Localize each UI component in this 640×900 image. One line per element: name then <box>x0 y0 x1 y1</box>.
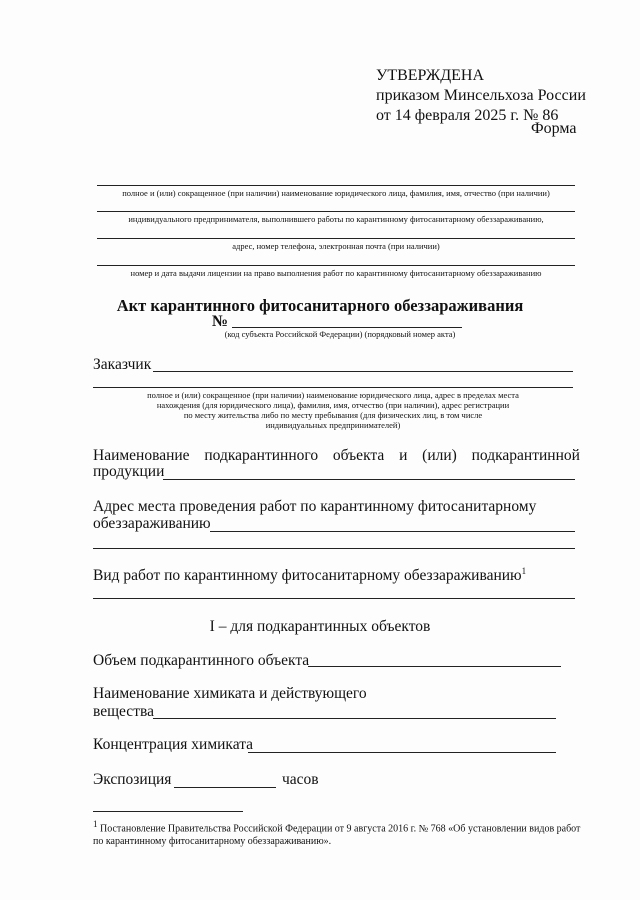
customer-caption-3: по месту жительства либо по месту пребывания (для физических лиц, в том числе <box>183 410 483 420</box>
org-caption-2: индивидуального предпринимателя, выполнившего работы по карантинному фитосанитарному обеззараживанию, <box>128 214 544 224</box>
object-name-label <box>93 447 580 465</box>
act-title: Акт карантинного фитосанитарного обеззараживания <box>116 296 524 315</box>
object-name-word-2: подкарантинного <box>204 447 319 464</box>
act-number-sign: № <box>212 313 229 330</box>
customer-line-1 <box>153 371 573 372</box>
volume-label: Объем подкарантинного объекта <box>93 652 310 669</box>
act-number-line <box>232 327 462 328</box>
customer-label: Заказчик <box>93 356 152 373</box>
object-name-label-2: продукции <box>93 463 165 480</box>
customer-line-2 <box>93 387 573 388</box>
object-name-word-3: объекта <box>332 447 385 464</box>
footnote-text: Постановление Правительства Российской Федерации от 9 августа 2016 г. № 768 «Об установлении видов работ по карантинному фитосанитарному обеззараживанию». <box>93 823 581 848</box>
address-line-1 <box>210 531 575 532</box>
volume-line <box>308 666 561 667</box>
object-name-word-6: подкарантинной <box>471 447 580 464</box>
approval-block <box>376 66 586 126</box>
section-heading: I – для подкарантинных объектов <box>209 618 431 635</box>
org-name-line <box>97 185 575 186</box>
concentration-label: Концентрация химиката <box>93 736 254 753</box>
address-label-2: обеззараживанию <box>93 515 211 532</box>
concentration-line <box>248 752 556 753</box>
order-line: приказом Минсельхоза России <box>376 87 586 104</box>
address-label-1: Адрес места проведения работ по карантинному фитосанитарному <box>93 498 537 515</box>
object-name-word-1: Наименование <box>93 447 190 464</box>
hours-label: часов <box>282 771 319 788</box>
exposure-line <box>174 787 276 788</box>
exposure-label: Экспозиция <box>93 771 172 788</box>
org-caption-4: номер и дата выдачи лицензии на право выполнения работ по карантинному фитосанитарному обеззараживанию <box>130 268 542 278</box>
org-caption-1: полное и (или) сокращенное (при наличии) наименование юридического лица, фамилия, имя, отчество (при наличии) <box>122 188 550 198</box>
customer-caption-1: полное и (или) сокращенное (при наличии) наименование юридического лица, адрес в пределах места <box>147 390 519 400</box>
chemical-label-1: Наименование химиката и действующего <box>93 685 367 702</box>
license-line <box>97 265 575 266</box>
chemical-line <box>153 718 556 719</box>
object-name-word-4: и <box>399 447 408 464</box>
footnote-separator <box>93 811 243 812</box>
footnote-number: 1 <box>93 819 98 829</box>
act-number-caption: (код субъекта Российской Федерации) (порядковый номер акта) <box>224 329 456 339</box>
work-type-line <box>93 598 575 599</box>
work-type-text: Вид работ по карантинному фитосанитарному обеззараживанию <box>93 567 522 585</box>
order-date-line: от 14 февраля 2025 г. № 86 <box>376 107 559 124</box>
object-name-word-5: (или) <box>422 447 457 464</box>
org-caption-3: адрес, номер телефона, электронная почта (при наличии) <box>232 241 440 251</box>
customer-caption-4: индивидуальных предпринимателей) <box>265 420 401 430</box>
footnote-ref: 1 <box>521 566 527 576</box>
approved-label: УТВЕРЖДЕНА <box>376 67 485 84</box>
work-type-label <box>93 566 526 585</box>
address-line-2 <box>93 548 575 549</box>
org-address-line <box>97 238 575 239</box>
object-name-line <box>163 479 575 480</box>
footnote <box>93 818 583 848</box>
chemical-label-2: вещества <box>93 703 154 720</box>
form-label: Форма <box>531 120 577 137</box>
customer-caption-2: нахождения (для юридического лица), фамилия, имя, отчество (при наличии), адрес регистрации <box>156 400 510 410</box>
org-name-line-2 <box>97 211 575 212</box>
